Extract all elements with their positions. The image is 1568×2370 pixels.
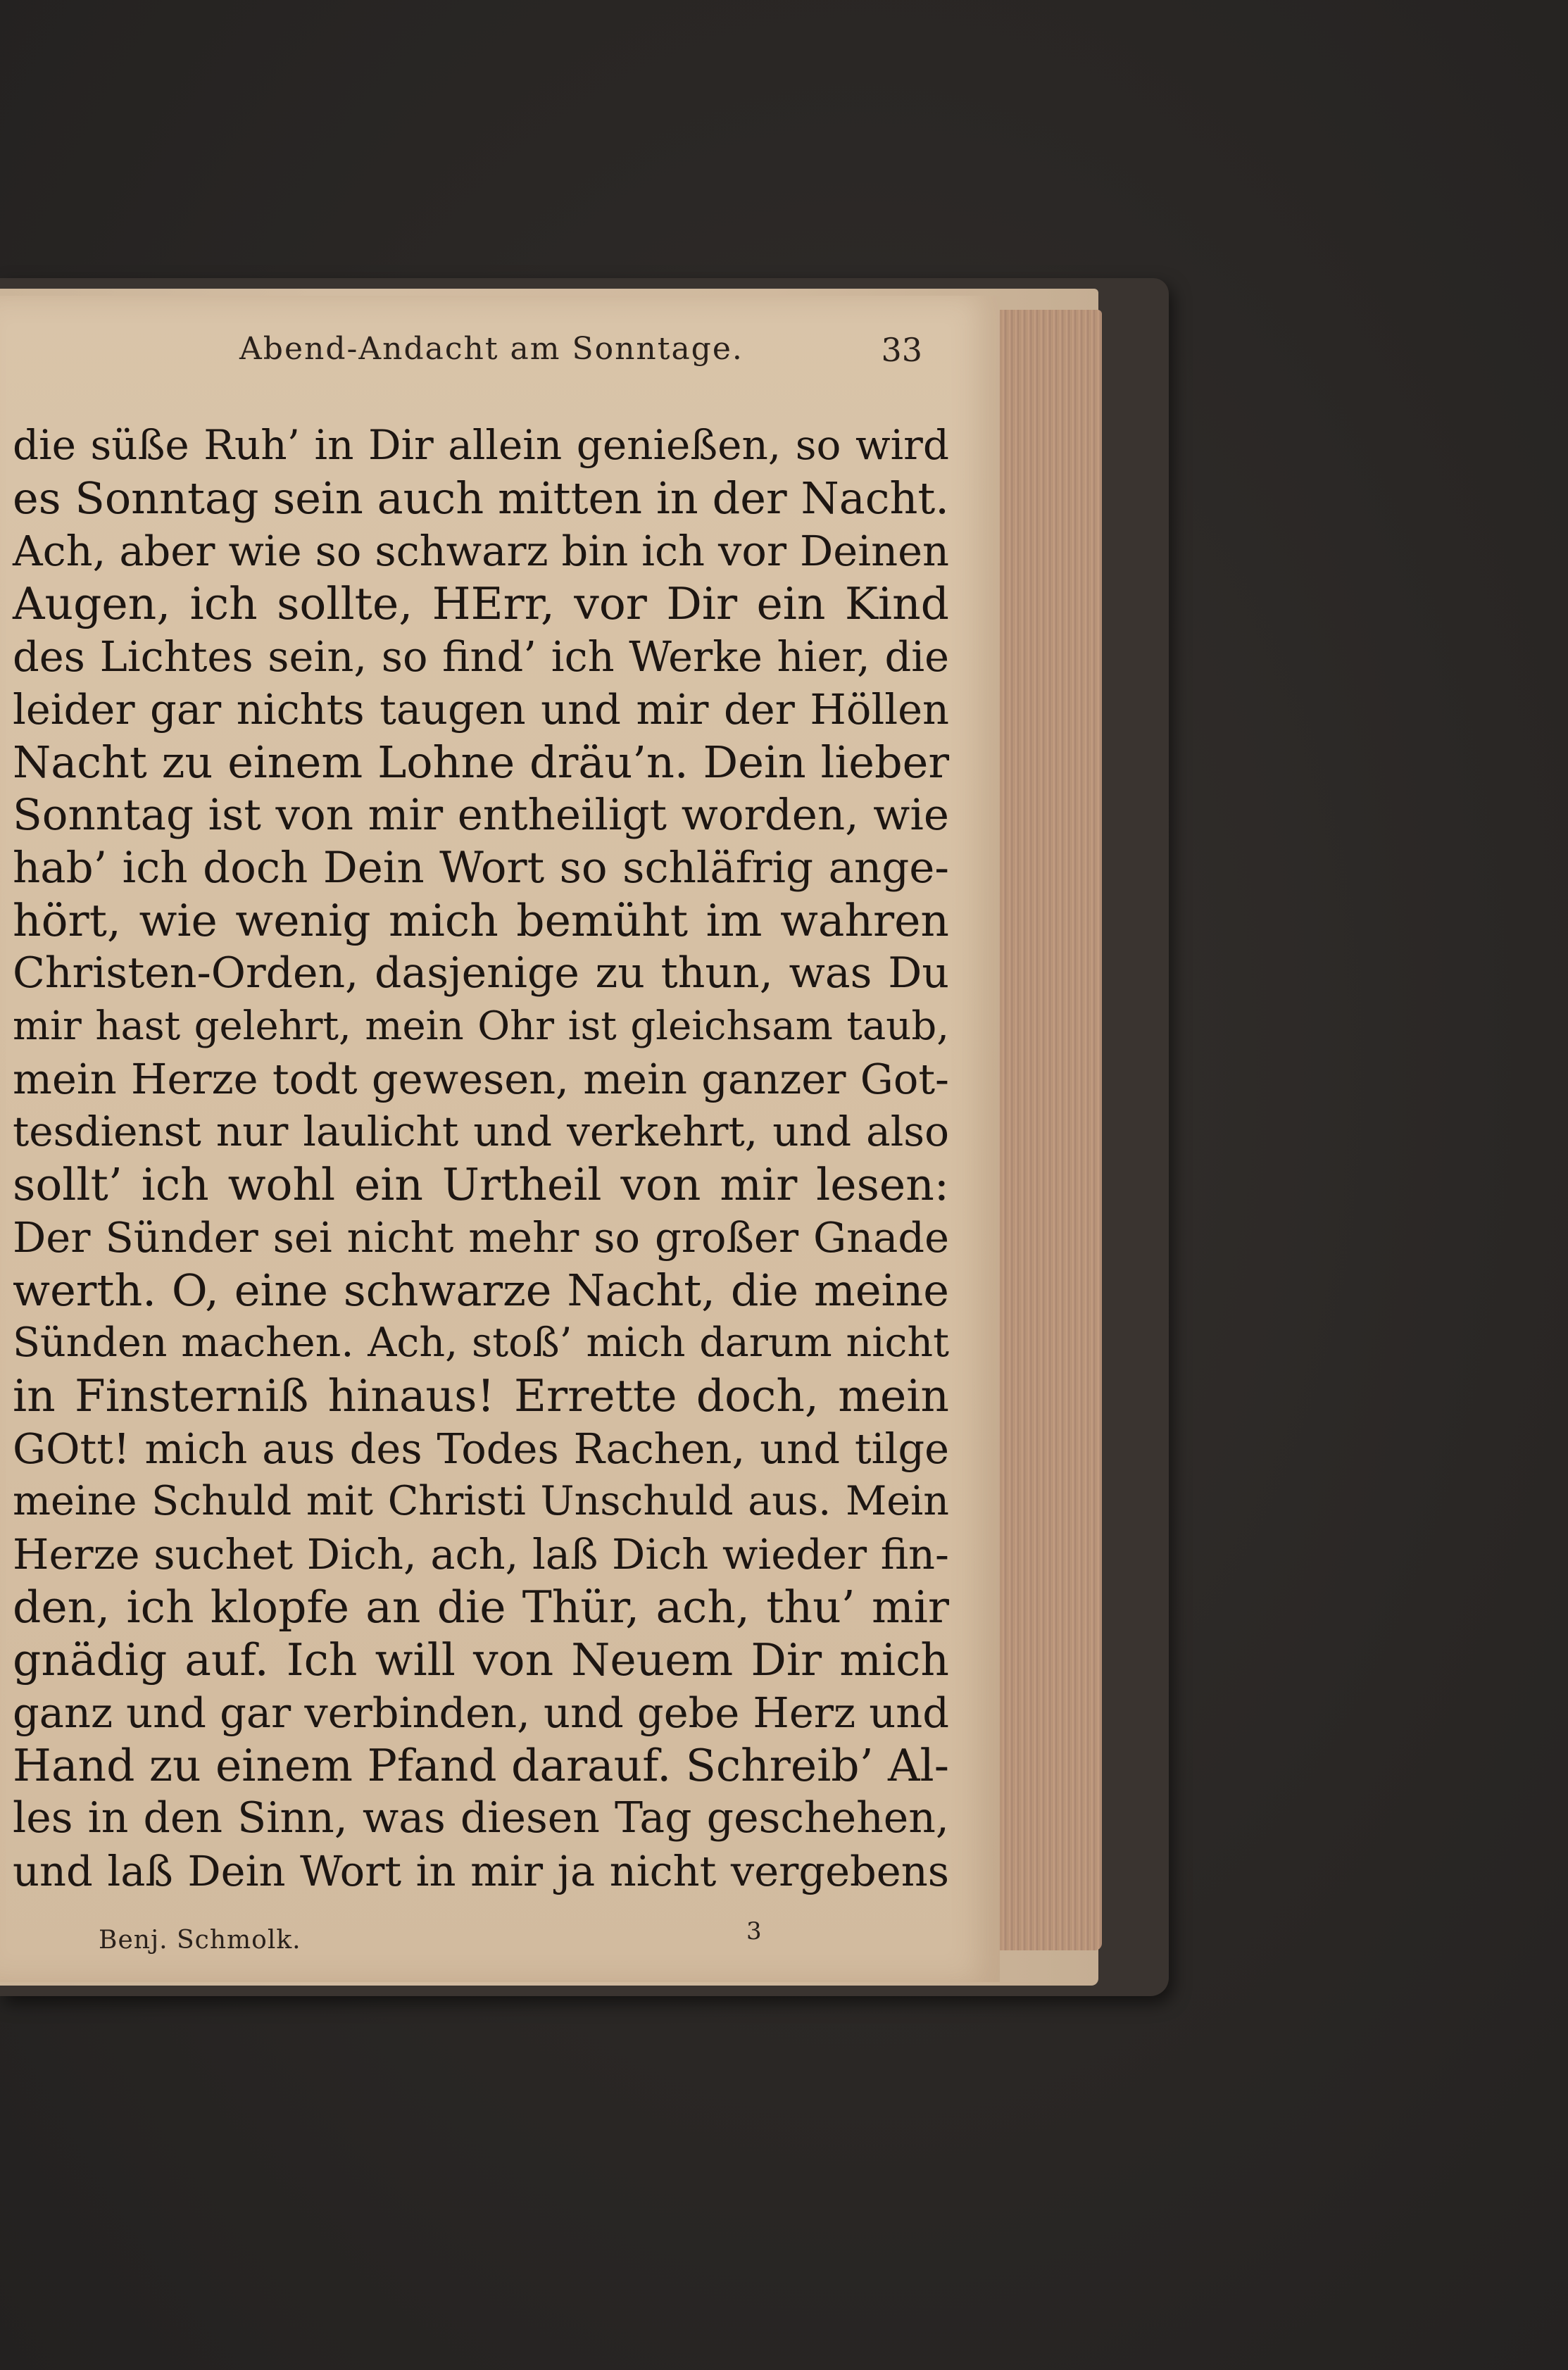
text-line: und laß Dein Wort in mir ja nicht vergebens <box>13 1847 949 1895</box>
signature-mark: 3 <box>746 1917 762 1945</box>
text-line: hab’ ich doch Dein Wort so schläfrig ange- <box>13 843 949 893</box>
text-line: Nacht zu einem Lohne dräu’n. Dein lieber <box>13 736 949 788</box>
text-line: mir hast gelehrt, mein Ohr ist gleichsam taub, <box>13 1003 949 1049</box>
text-line: meine Schuld mit Christi Unschuld aus. Mein <box>13 1478 949 1524</box>
text-line: gnädig auf. Ich will von Neuem Dir mich <box>13 1634 949 1686</box>
text-line: werth. O, eine schwarze Nacht, die meine <box>13 1265 949 1316</box>
body-text <box>13 419 949 1898</box>
text-line: tesdienst nur laulicht und verkehrt, und also <box>13 1108 949 1155</box>
text-line: sollt’ ich wohl ein Urtheil von mir lesen: <box>13 1159 949 1210</box>
text-line: den, ich klopfe an die Thür, ach, thu’ mir <box>13 1581 949 1633</box>
text-line: Herze suchet Dich, ach, laß Dich wieder fin- <box>13 1530 949 1579</box>
text-line: hört, wie wenig mich bemüht im wahren <box>13 895 949 946</box>
text-line: les in den Sinn, was diesen Tag geschehen, <box>13 1793 949 1843</box>
running-head <box>204 331 936 373</box>
author-signature: Benj. Schmolk. <box>99 1926 301 1955</box>
text-line: die süße Ruh’ in Dir allein genießen, so wird <box>13 421 949 469</box>
text-line: mein Herze todt gewesen, mein ganzer Got- <box>13 1055 949 1103</box>
page-edge <box>982 310 1102 1950</box>
text-line: Sünden machen. Ach, stoß’ mich darum nicht <box>13 1319 949 1366</box>
page-footer <box>99 1917 803 1961</box>
text-line: GOtt! mich aus des Todes Rachen, und tilge <box>13 1424 949 1473</box>
text-line: Sonntag ist von mir entheiligt worden, wie <box>13 790 949 840</box>
text-line: des Lichtes sein, so find’ ich Werke hier, die <box>13 632 949 681</box>
text-line: in Finsterniß hinaus! Errette doch, mein <box>13 1370 949 1422</box>
text-line: ganz und gar verbinden, und gebe Herz und <box>13 1688 949 1737</box>
text-line: Hand zu einem Pfand darauf. Schreib’ Al- <box>13 1740 949 1791</box>
text-line: Der Sünder sei nicht mehr so großer Gnade <box>13 1213 949 1262</box>
text-line: Ach, aber wie so schwarz bin ich vor Deinen <box>13 527 949 575</box>
text-line: leider gar nichts taugen und mir der Höllen <box>13 685 949 734</box>
running-title: Abend-Andacht am Sonntage. <box>239 331 744 367</box>
page-number: 33 <box>881 331 922 369</box>
text-line: Augen, ich sollte, HErr, vor Dir ein Kind <box>13 578 949 629</box>
text-line: es Sonntag sein auch mitten in der Nacht. <box>13 472 949 524</box>
book-page <box>0 296 1000 1982</box>
text-line: Christen-Orden, dasjenige zu thun, was Du <box>13 948 949 998</box>
